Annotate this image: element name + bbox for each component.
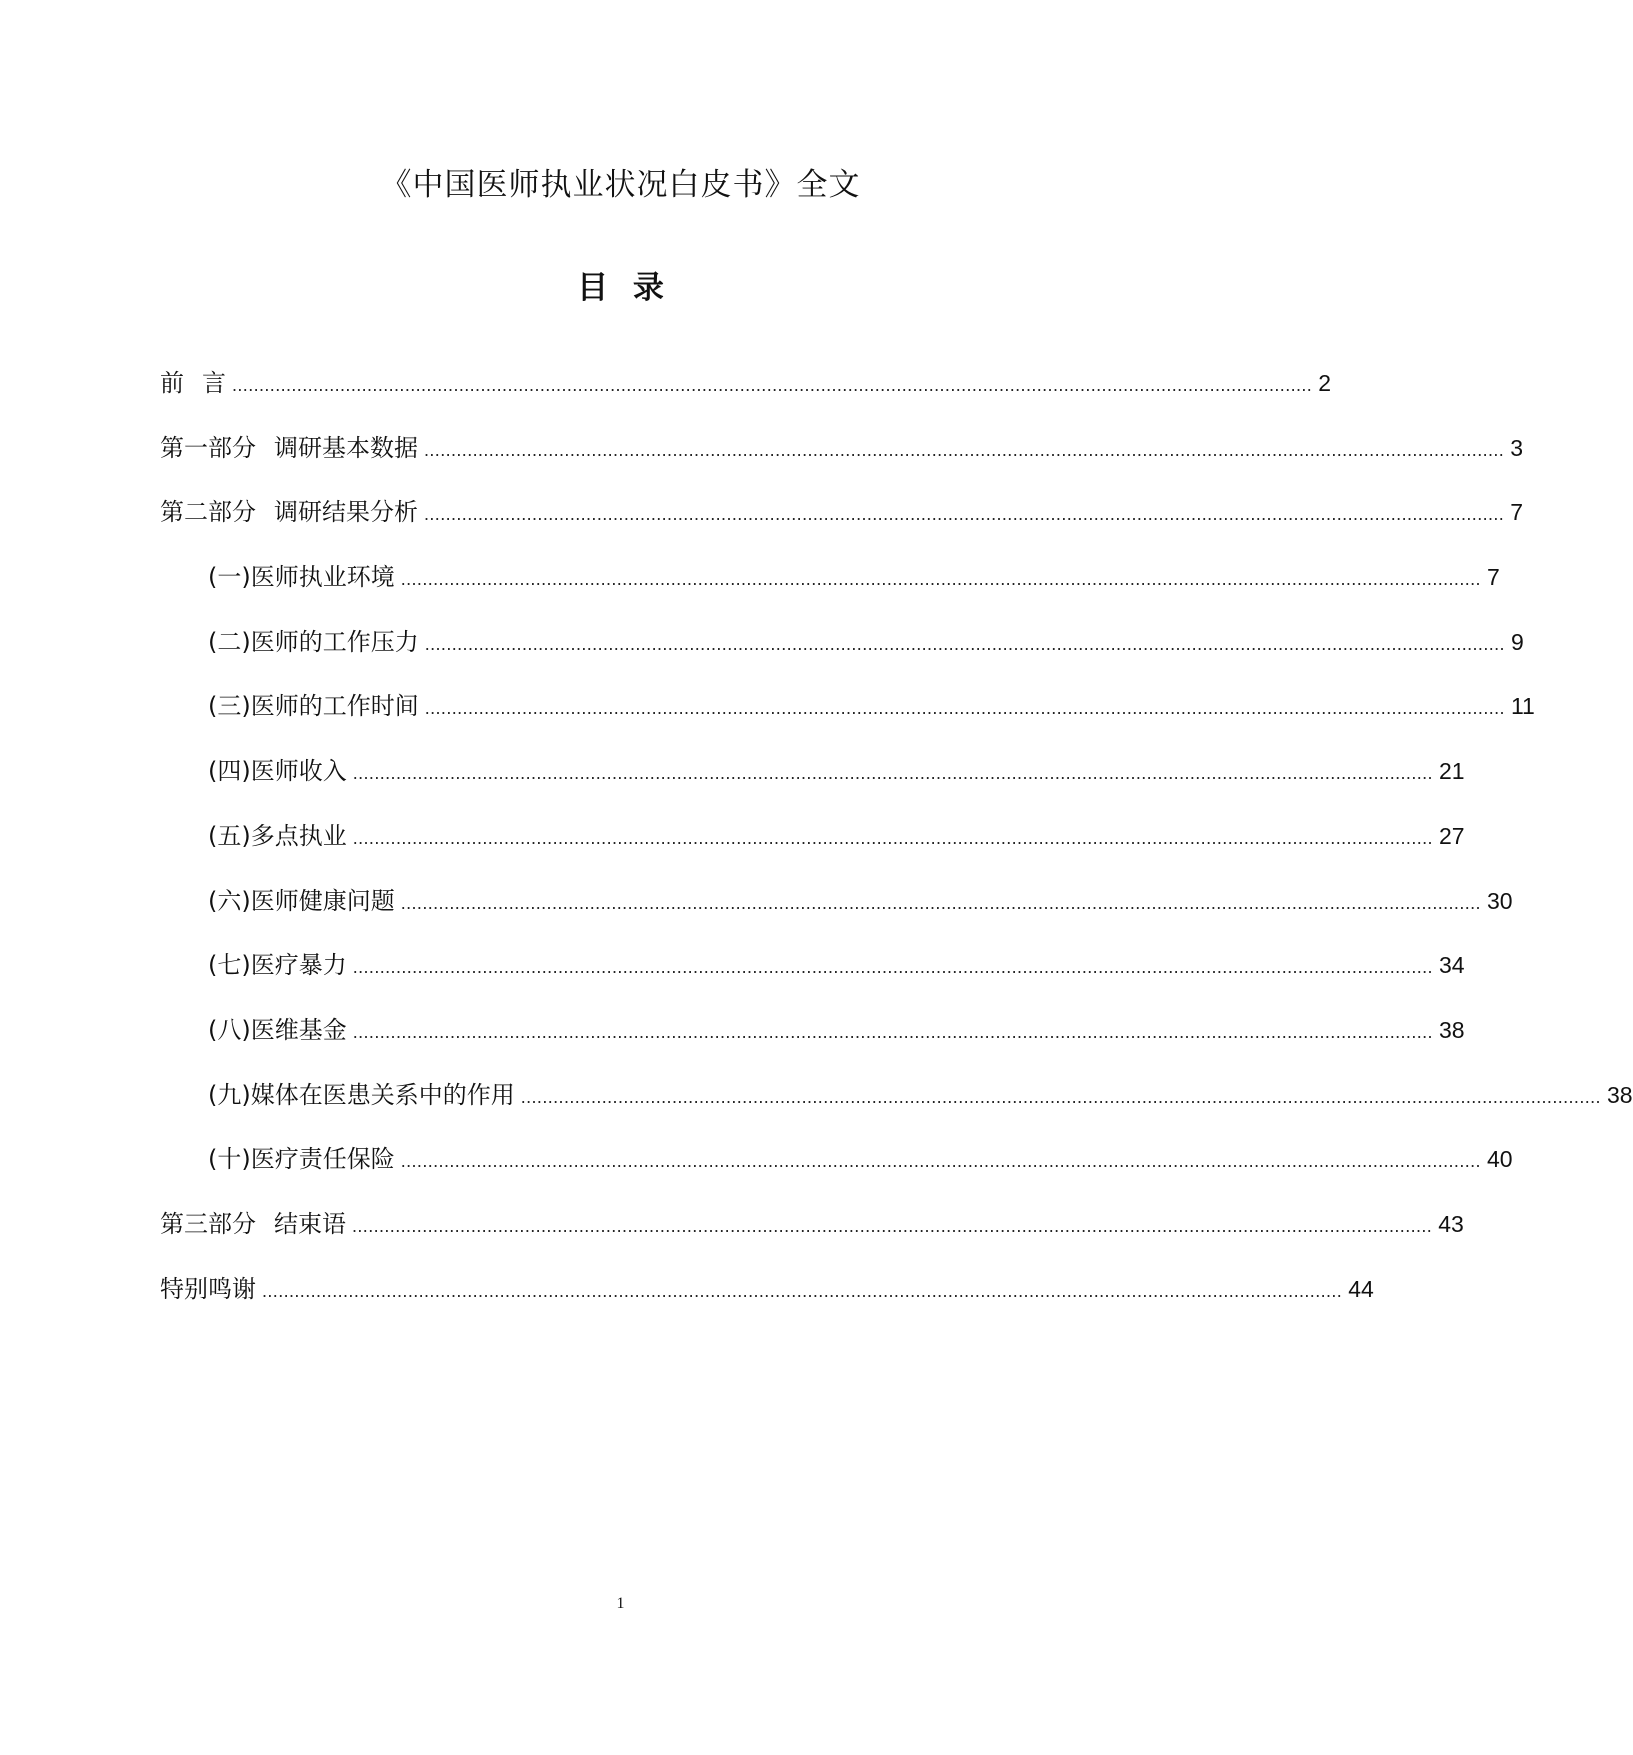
toc-entry[interactable] (160, 1015, 1465, 1080)
toc-entry-leader: ........................................................................................................................................................................................................ (424, 633, 1505, 654)
page-number: 1 (616, 1595, 625, 1612)
toc-entry-leader: ........................................................................................................................................................................................................ (520, 1086, 1601, 1107)
toc-entry[interactable] (160, 562, 1500, 627)
toc-entry-label (208, 691, 425, 721)
toc-entry-page: 38 (1606, 1081, 1633, 1108)
toc-entry-title: (九)媒体在医患关系中的作用 (208, 1080, 515, 1109)
toc-heading: 目 录 (577, 269, 664, 306)
toc-entry-label (160, 497, 424, 527)
toc-entry-leader: ........................................................................................................................................................................................................ (352, 827, 1433, 848)
toc-entry-part: 第一部分 (160, 433, 256, 462)
toc-entry-page: 7 (1486, 564, 1500, 591)
toc-entry[interactable] (160, 497, 1523, 562)
toc-entry-label (160, 368, 232, 398)
toc-entry-title: (十)医疗责任保险 (208, 1145, 395, 1174)
toc-entry[interactable] (160, 1144, 1513, 1209)
toc-entry-page: 21 (1438, 758, 1465, 785)
toc-entry-leader: ........................................................................................................................................................................................................ (352, 763, 1433, 784)
toc-entry-title: 结束语 (274, 1209, 346, 1238)
toc-entry-leader: ........................................................................................................................................................................................................ (352, 957, 1433, 978)
toc-entry-page: 2 (1318, 370, 1331, 396)
toc-entry-title: 言 (202, 369, 226, 397)
toc-entry-leader: ........................................................................................................................................................................................................ (262, 1280, 1343, 1301)
toc-entry[interactable] (160, 886, 1513, 951)
toc-entry-label (208, 950, 353, 980)
toc-entry-label (208, 1144, 401, 1174)
toc-entry-title: 特别鸣谢 (160, 1274, 256, 1303)
toc-entry-leader: ........................................................................................................................................................................................................ (400, 569, 1481, 590)
toc-entry-page: 44 (1348, 1275, 1374, 1302)
toc-entry-page: 43 (1438, 1210, 1464, 1237)
toc-entry-title: (五)多点执业 (208, 821, 347, 850)
toc-entry-part: 第二部分 (160, 498, 256, 527)
toc-entry-label (208, 1080, 521, 1110)
toc-entry-title: (七)医疗暴力 (208, 951, 347, 980)
toc-entry-page: 3 (1510, 434, 1523, 461)
toc-entry-leader: ........................................................................................................................................................................................................ (424, 439, 1505, 460)
table-of-contents (160, 368, 1633, 1338)
toc-entry-label (160, 1274, 262, 1304)
toc-entry[interactable] (160, 1209, 1464, 1274)
toc-entry-title: (一)医师执业环境 (208, 563, 395, 592)
toc-entry[interactable] (160, 821, 1465, 886)
toc-entry-part: 第三部分 (160, 1209, 256, 1238)
toc-entry-leader: ........................................................................................................................................................................................................ (352, 1215, 1433, 1236)
toc-entry-title: (八)医维基金 (208, 1015, 347, 1044)
toc-entry-page: 38 (1438, 1016, 1465, 1043)
toc-entry-label (208, 821, 353, 851)
toc-entry[interactable] (160, 368, 1331, 433)
toc-entry[interactable] (160, 691, 1535, 756)
toc-entry-title: 调研基本数据 (274, 433, 418, 462)
toc-entry-label (160, 433, 424, 463)
toc-entry-label (208, 627, 425, 657)
toc-entry[interactable] (160, 950, 1465, 1015)
toc-entry-page: 7 (1510, 499, 1523, 526)
toc-entry-label (208, 562, 401, 592)
toc-entry-page: 30 (1486, 887, 1513, 914)
toc-entry-leader: ........................................................................................................................................................................................................ (400, 892, 1481, 913)
toc-entry[interactable] (160, 433, 1523, 498)
toc-entry-title: (三)医师的工作时间 (208, 692, 419, 721)
toc-entry-title: (六)医师健康问题 (208, 886, 395, 915)
document-title: 《中国医师执业状况白皮书》全文 (380, 166, 861, 203)
toc-entry-leader: ........................................................................................................................................................................................................ (232, 375, 1313, 395)
toc-entry[interactable] (160, 1274, 1374, 1339)
toc-entry-part: 前 (160, 369, 184, 397)
toc-entry-label (160, 1209, 352, 1239)
toc-entry-title: 调研结果分析 (274, 498, 418, 527)
toc-entry[interactable] (160, 1080, 1633, 1145)
toc-entry[interactable] (160, 756, 1465, 821)
toc-entry-label (208, 1015, 353, 1045)
toc-entry[interactable] (160, 627, 1524, 692)
toc-entry-title: (二)医师的工作压力 (208, 627, 419, 656)
toc-entry-label (208, 886, 401, 916)
toc-entry-label (208, 756, 353, 786)
toc-entry-leader: ........................................................................................................................................................................................................ (352, 1021, 1433, 1042)
toc-entry-leader: ........................................................................................................................................................................................................ (400, 1151, 1481, 1172)
toc-entry-page: 27 (1438, 822, 1465, 849)
toc-entry-page: 40 (1486, 1146, 1513, 1173)
toc-entry-title: (四)医师收入 (208, 757, 347, 786)
toc-entry-page: 11 (1510, 693, 1535, 720)
toc-entry-page: 34 (1438, 952, 1465, 979)
toc-entry-leader: ........................................................................................................................................................................................................ (424, 504, 1505, 525)
toc-entry-page: 9 (1510, 628, 1524, 655)
toc-entry-leader: ........................................................................................................................................................................................................ (424, 698, 1505, 719)
